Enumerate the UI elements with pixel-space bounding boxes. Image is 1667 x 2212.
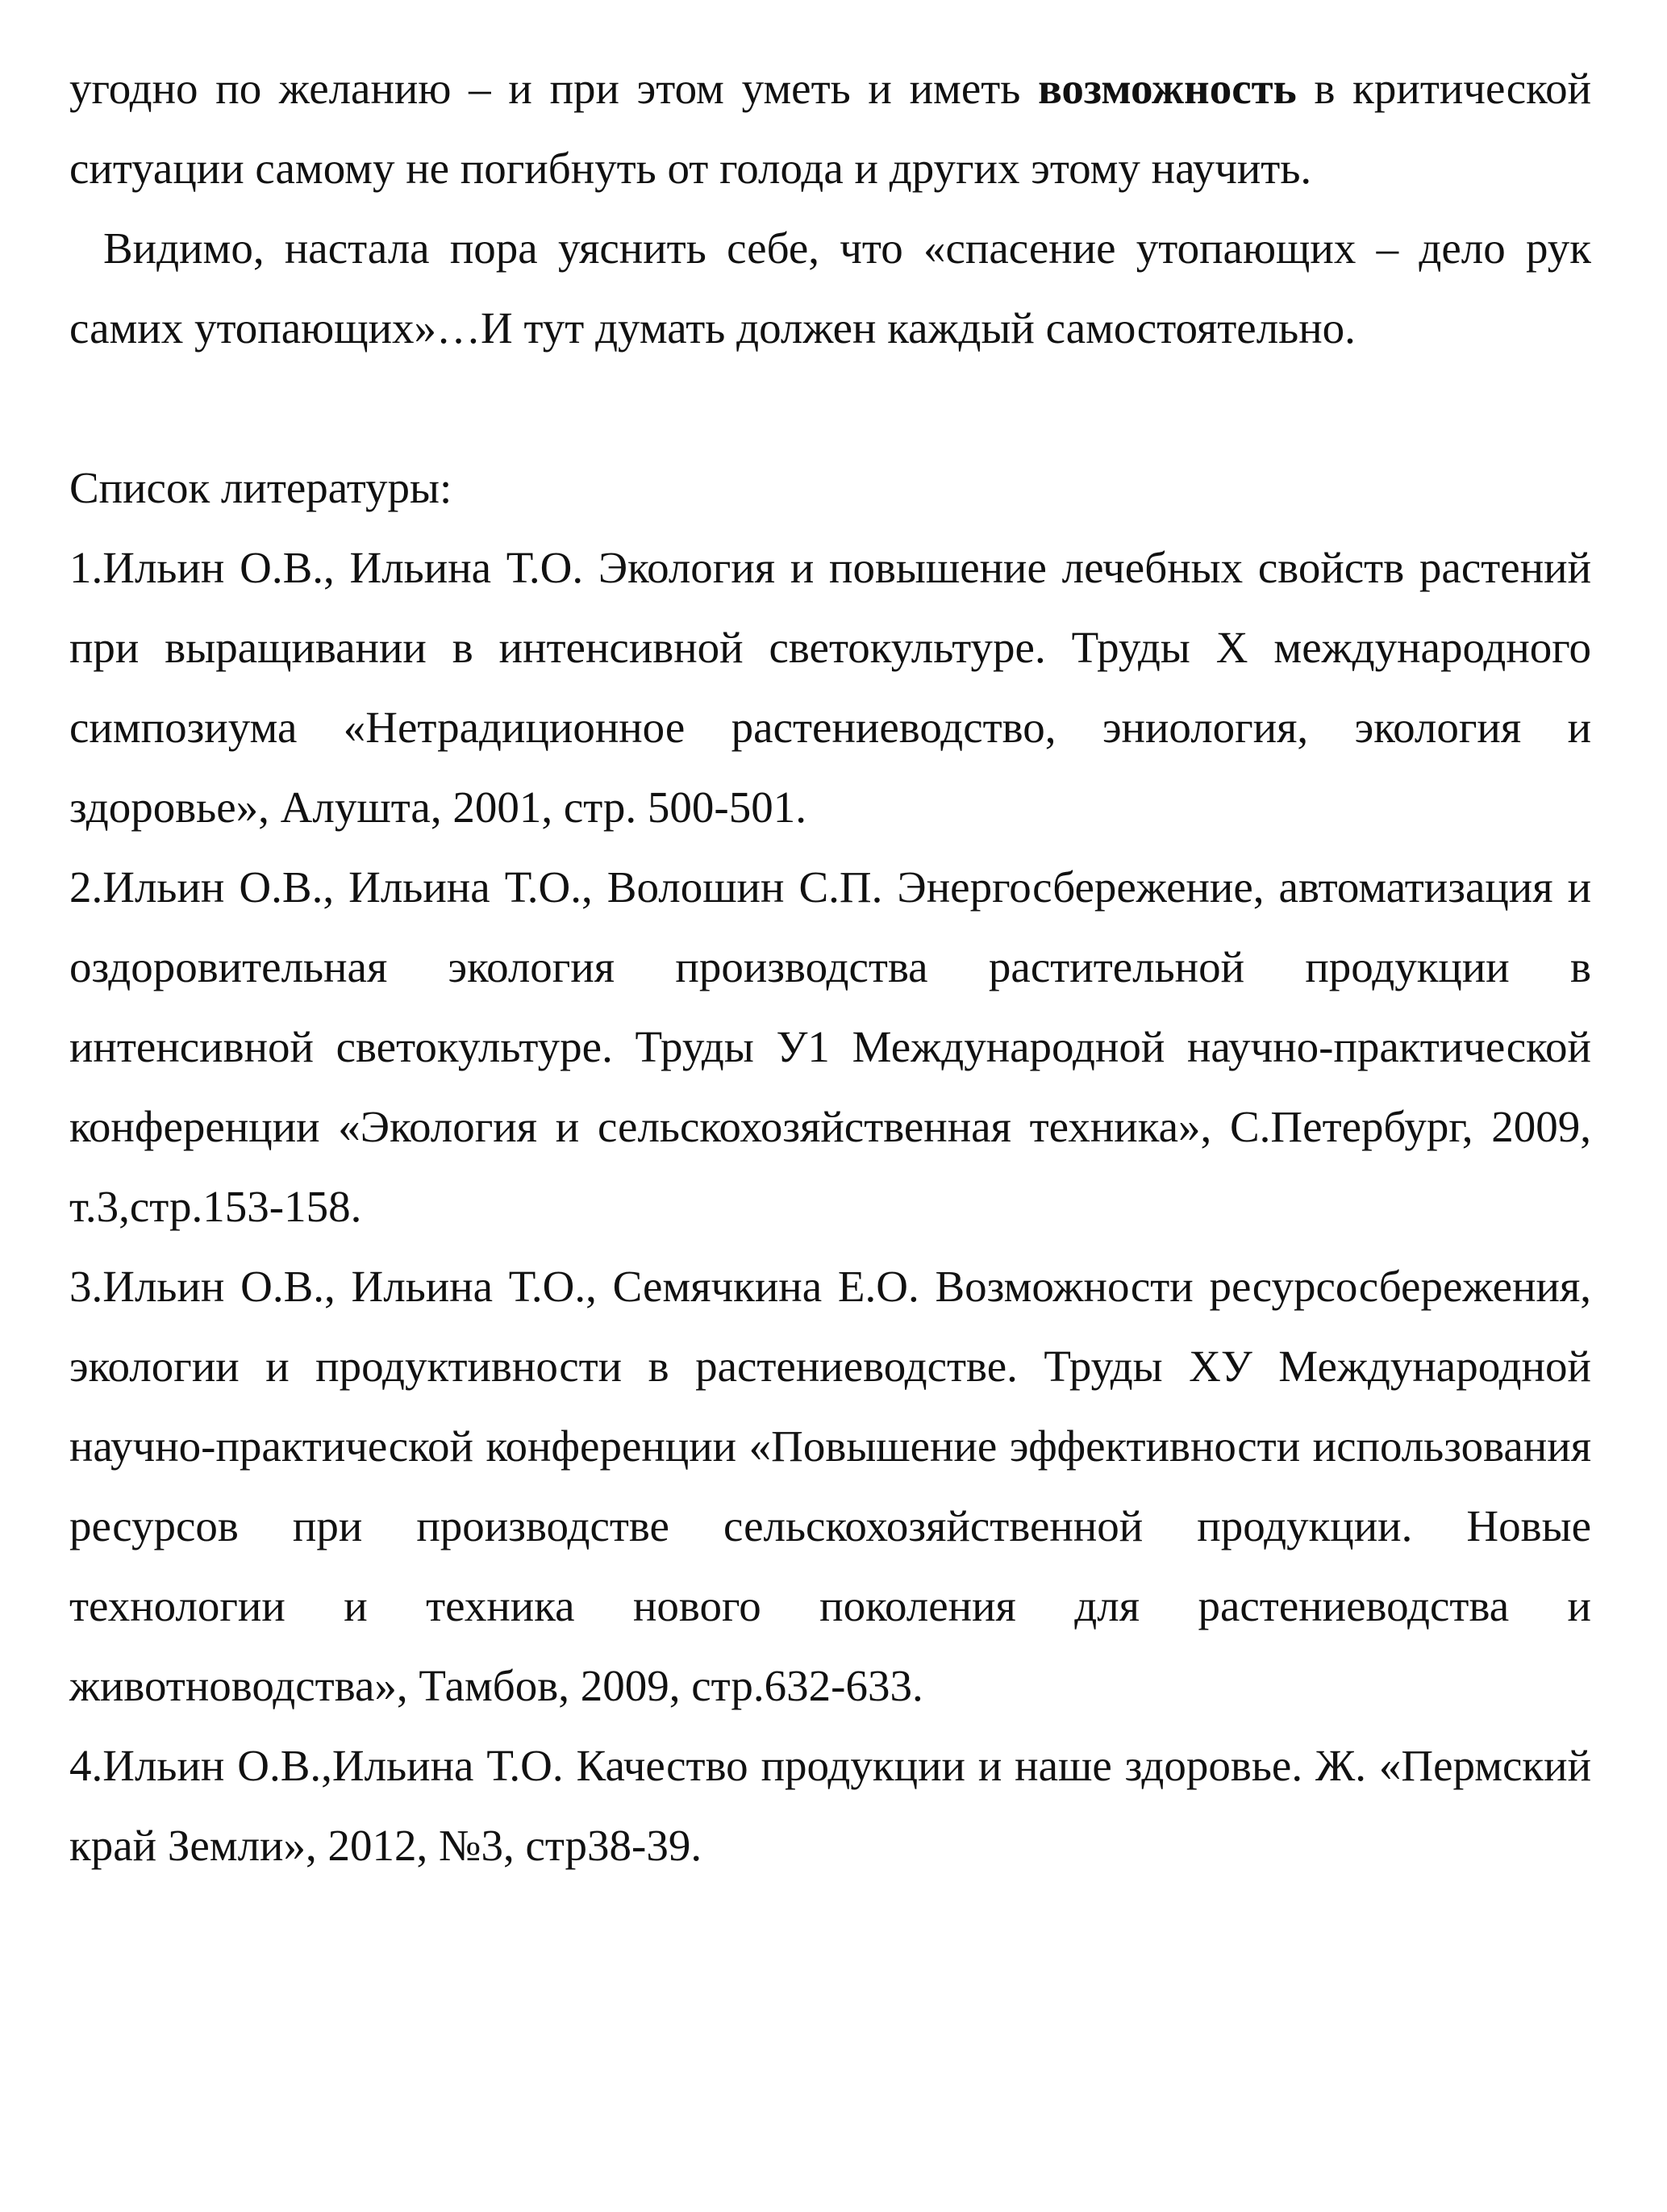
paragraph-2: Видимо, настала пора уяснить себе, что «спасение утопающих – дело рук самих утопающих»…И тут думать должен каждый самостоятельно. <box>69 223 1591 353</box>
paragraph-1-after: в критической ситуации самому не погибнуть от голода и других этому научить. <box>69 64 1591 193</box>
reference-item-1 <box>69 528 1591 847</box>
reference-number: 3. <box>69 1262 103 1311</box>
reference-item-4 <box>69 1726 1591 1885</box>
reference-text: Ильин О.В., Ильина Т.О., Волошин С.П. Энергосбережение, автоматизация и оздоровительная экология производства растительной продукции в интенсивной светокультуре. Труды У1 Международной научно-практической конференции «Экология и сельскохозяйственная техника», С.Петербург, 2009, т.3,стр.153-158. <box>69 862 1591 1231</box>
document-page <box>69 48 1591 1885</box>
paragraph-1 <box>69 48 1591 208</box>
reference-text: Ильин О.В., Ильина Т.О., Семячкина Е.О. Возможности ресурсосбережения, экологии и продуктивности в растениеводстве. Труды ХУ Международной научно-практической конференции «Повышение эффективности использования ресурсов при производстве сельскохозяйственной продукции. Новые технологии и техника нового поколения для растениеводства и животноводства», Тамбов, 2009, стр.632-633. <box>69 1262 1591 1710</box>
reference-item-2 <box>69 847 1591 1246</box>
reference-number: 2. <box>69 862 103 912</box>
spacer <box>69 368 1591 448</box>
paragraph-1-bold-word: возможность <box>1038 64 1297 113</box>
reference-number: 4. <box>69 1741 103 1790</box>
reference-text: Ильин О.В.,Ильина Т.О. Качество продукции и наше здоровье. Ж. «Пермский край Земли», 2012, №3, стр38-39. <box>69 1741 1591 1870</box>
reference-text: Ильин О.В., Ильина Т.О. Экология и повышение лечебных свойств растений при выращивании в интенсивной светокультуре. Труды X международного симпозиума «Нетрадиционное растениеводство, эниология, экология и здоровье», Алушта, 2001, стр. 500-501. <box>69 543 1591 832</box>
reference-item-3 <box>69 1246 1591 1726</box>
reference-number: 1. <box>69 543 103 592</box>
references-heading: Список литературы: <box>69 463 452 512</box>
paragraph-1-before: угодно по желанию – и при этом уметь и иметь <box>69 64 1039 113</box>
